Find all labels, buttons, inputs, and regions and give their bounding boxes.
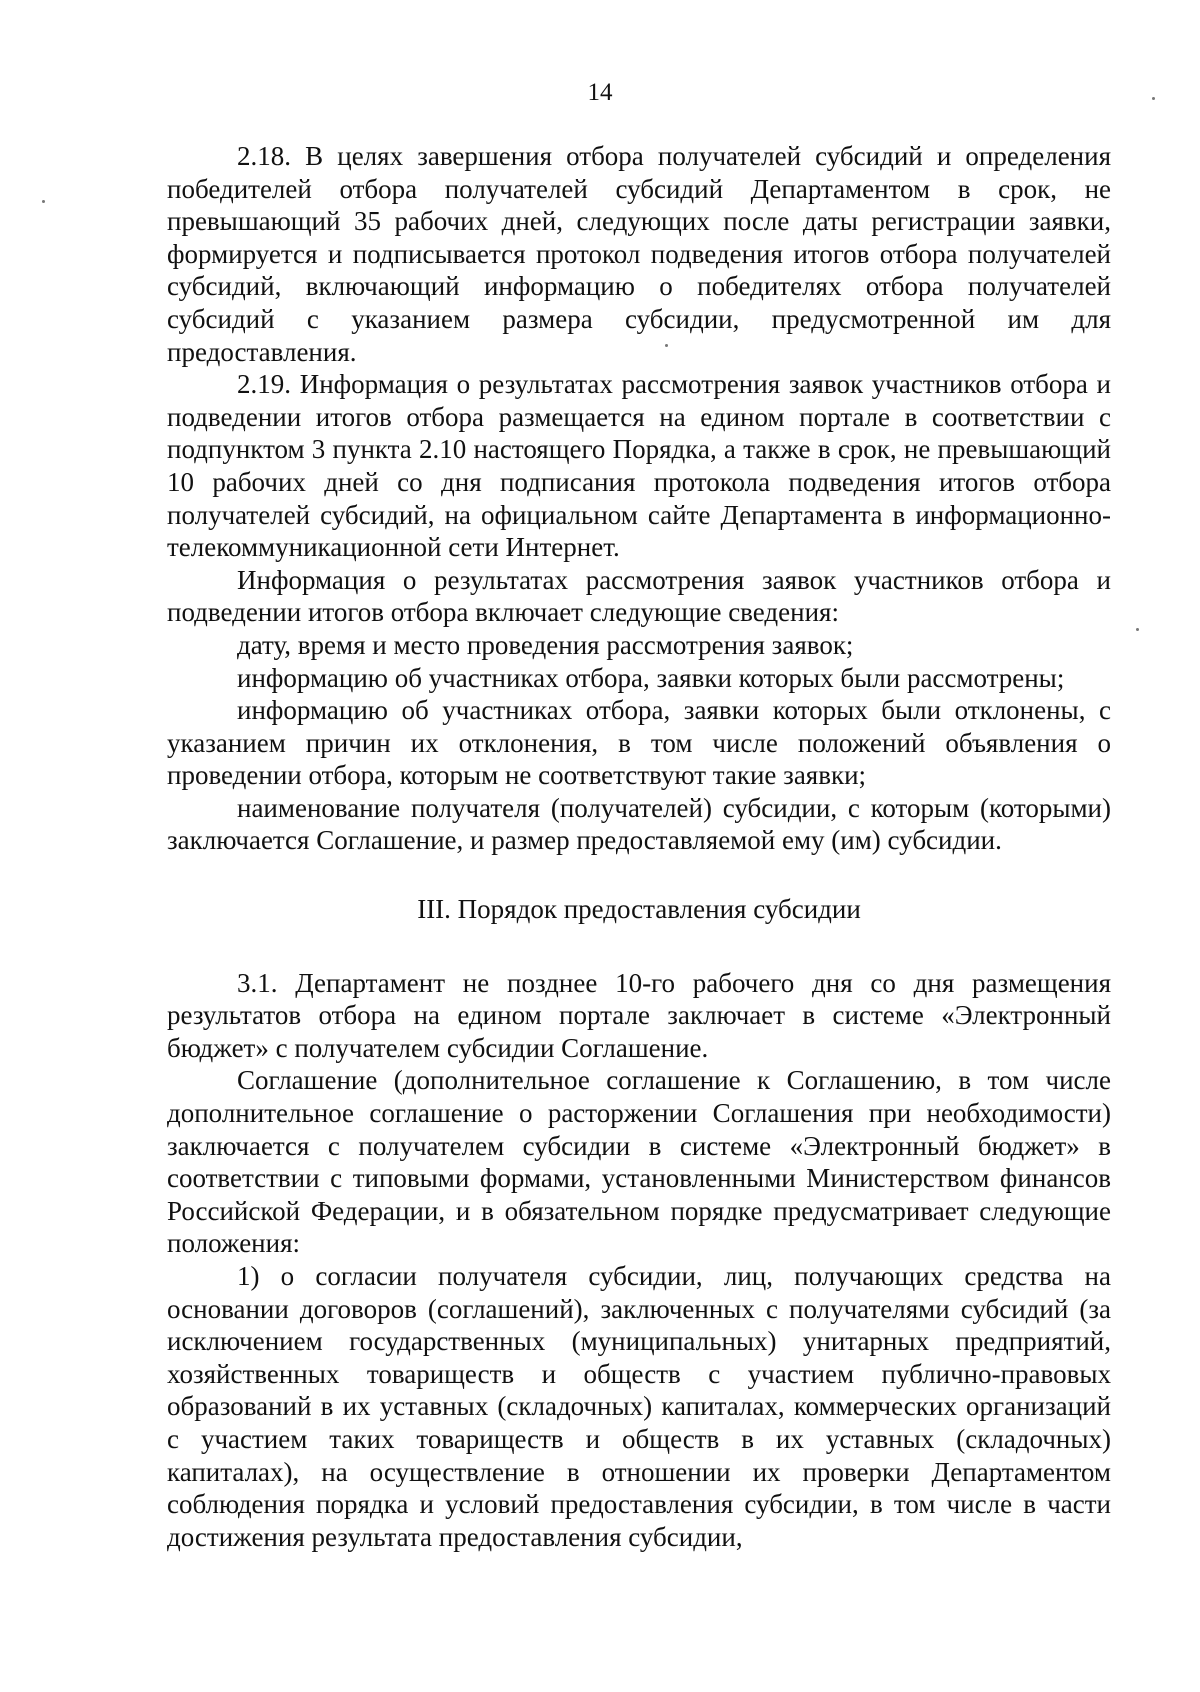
page-body xyxy=(167,140,1111,1553)
paragraph-3-1: 3.1. Департамент не позднее 10-го рабочего дня со дня размещения результатов отбора на едином портале заключает в системе «Электронный бюджет» с получателем субсидии Соглашение. xyxy=(167,967,1111,1063)
paragraph-info-includes: Информация о результатах рассмотрения заявок участников отбора и подведении итогов отбора включает следующие сведения: xyxy=(167,564,1111,628)
paragraph-agreement: Соглашение (дополнительное соглашение к Соглашению, в том числе дополнительное соглашение о расторжении Соглашения при необходимости) заключается с получателем субсидии в системе «Электронный бюджет» в соответствии с типовыми формами, установленными Министерством финансов Российской Федерации, и в обязательном порядке предусматривает следующие положения: xyxy=(167,1065,1111,1259)
list-item-rejected-participants: информацию об участниках отбора, заявки которых были отклонены, с указанием причин их отклонения, в том числе положений объявления о проведении отбора, которым не соответствуют такие заявки; xyxy=(167,695,1111,791)
paragraph-2-19: 2.19. Информация о результатах рассмотрения заявок участников отбора и подведении итогов отбора размещается на едином портале в соответствии с подпунктом 3 пункта 2.10 настоящего Порядка, а также в срок, не превышающий 10 рабочих дней со дня подписания протокола подведения итогов отбора получателей субсидий, на официальном сайте Департамента в информационно-телекоммуникационной сети Интернет. xyxy=(167,369,1111,563)
list-item-reviewed-participants: информацию об участниках отбора, заявки которых были рассмотрены; xyxy=(237,662,1065,693)
paragraph-2-18: 2.18. В целях завершения отбора получателей субсидий и определения победителей отбора получателей субсидий Департаментом в срок, не превышающий 35 рабочих дней, следующих после даты регистрации заявки, формируется и подписывается протокол подведения итогов отбора получателей субсидий, включающий информацию о победителях отбора получателей субсидий с указанием размера субсидии, предусмотренной им для предоставления. xyxy=(167,141,1111,367)
list-item-date-time-place: дату, время и место проведения рассмотрения заявок; xyxy=(237,629,854,660)
page-number: 14 xyxy=(587,79,613,106)
section-heading: III. Порядок предоставления субсидии xyxy=(417,894,861,925)
list-item-recipient-name: наименование получателя (получателей) субсидии, с которым (которыми) заключается Соглашение, и размер предоставляемой ему (им) субсидии. xyxy=(167,792,1111,856)
paragraph-item-1: 1) о согласии получателя субсидии, лиц, получающих средства на основании договоров (соглашений), заключенных с получателями субсидий (за исключением государственных (муниципальных) унитарных предприятий, хозяйственных товариществ и обществ с участием публично-правовых образований в их уставных (складочных) капиталах, коммерческих организаций с участием таких товариществ и обществ в их уставных (складочных) капиталах), на осуществление в отношении их проверки Департаментом соблюдения порядка и условий предоставления субсидии, в том числе в части достижения результата предоставления субсидии, xyxy=(167,1261,1111,1552)
